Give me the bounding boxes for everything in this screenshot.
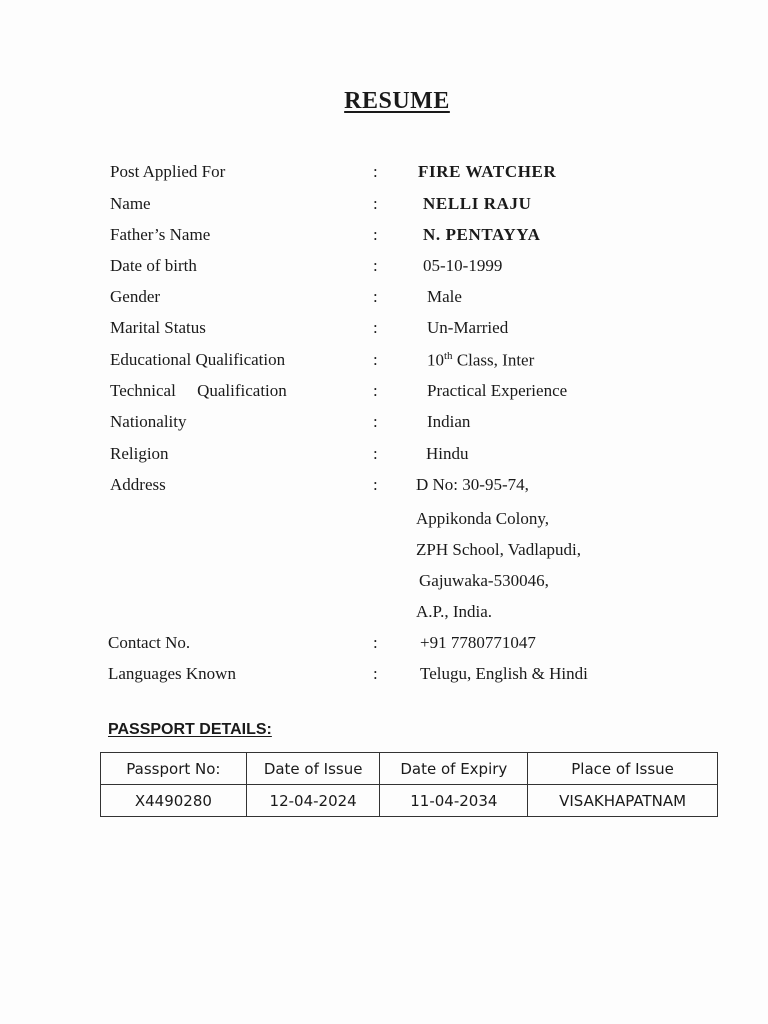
header-date-of-expiry: Date of Expiry (380, 753, 528, 785)
field-label: Languages Known (108, 664, 236, 683)
field-colon: : (373, 194, 378, 213)
field-label: Name (110, 194, 151, 213)
passport-section-title: PASSPORT DETAILS: (108, 721, 272, 738)
field-label: Nationality (110, 412, 187, 431)
field-colon: : (373, 225, 378, 244)
field-colon: : (373, 664, 378, 683)
field-contact-no (0, 633, 768, 661)
field-religion (0, 444, 768, 472)
field-father-name (0, 225, 768, 253)
field-date-of-birth (0, 256, 768, 284)
address-line: A.P., India. (416, 602, 493, 621)
passport-table (100, 752, 718, 817)
header-place-of-issue: Place of Issue (528, 753, 718, 785)
field-address (0, 475, 768, 503)
field-colon: : (373, 287, 378, 306)
field-value: Indian (427, 412, 471, 431)
field-colon: : (373, 256, 378, 275)
title-text: RESUME (344, 88, 450, 114)
cell-date-of-expiry: 11-04-2034 (380, 785, 528, 817)
value-superscript: th (444, 350, 453, 362)
field-label: Religion (110, 444, 169, 463)
header-passport-no: Passport No: (101, 753, 247, 785)
field-colon: : (373, 444, 378, 463)
page-title (0, 88, 768, 115)
field-post-applied (0, 162, 768, 190)
address-line: Gajuwaka-530046, (419, 571, 549, 590)
value-suffix: Class, Inter (452, 350, 535, 370)
field-gender (0, 287, 768, 315)
field-colon: : (373, 412, 378, 431)
field-educational-qualification (0, 350, 768, 378)
table-header-row (101, 753, 718, 785)
field-value: Un-Married (427, 318, 509, 337)
address-line: ZPH School, Vadlapudi, (416, 540, 581, 559)
field-label: Contact No. (108, 633, 191, 652)
cell-passport-no: X4490280 (101, 785, 247, 817)
cell-place-of-issue: VISAKHAPATNAM (528, 785, 718, 817)
field-label: Post Applied For (110, 162, 226, 181)
field-marital-status (0, 318, 768, 346)
field-colon: : (373, 381, 378, 400)
field-label: Marital Status (110, 318, 206, 337)
field-value (427, 350, 534, 371)
field-label: Technical Qualification (110, 381, 287, 400)
field-label: Address (110, 475, 166, 494)
field-value: FIRE WATCHER (418, 162, 557, 181)
field-label: Educational Qualification (110, 350, 286, 369)
field-colon: : (373, 350, 378, 369)
field-value: Practical Experience (427, 381, 568, 400)
field-languages-known (0, 664, 768, 692)
field-label: Gender (110, 287, 161, 306)
field-value: +91 7780771047 (420, 633, 536, 652)
value-prefix: 10 (427, 350, 444, 370)
table-row (101, 785, 718, 817)
field-value: 05-10-1999 (423, 256, 503, 275)
field-value: D No: 30-95-74, (416, 475, 529, 494)
field-name (0, 194, 768, 222)
field-technical-qualification (0, 381, 768, 409)
field-label: Date of birth (110, 256, 197, 275)
field-label: Father’s Name (110, 225, 211, 244)
field-colon: : (373, 475, 378, 494)
field-value: N. PENTAYYA (423, 225, 541, 244)
field-colon: : (373, 162, 378, 181)
field-nationality (0, 412, 768, 440)
address-line: Appikonda Colony, (416, 509, 550, 528)
field-colon: : (373, 318, 378, 337)
header-date-of-issue: Date of Issue (246, 753, 380, 785)
field-value: Telugu, English & Hindi (420, 664, 588, 683)
field-value: Male (427, 287, 462, 306)
field-value: Hindu (426, 444, 469, 463)
field-colon: : (373, 633, 378, 652)
field-value: NELLI RAJU (423, 194, 532, 213)
cell-date-of-issue: 12-04-2024 (246, 785, 380, 817)
